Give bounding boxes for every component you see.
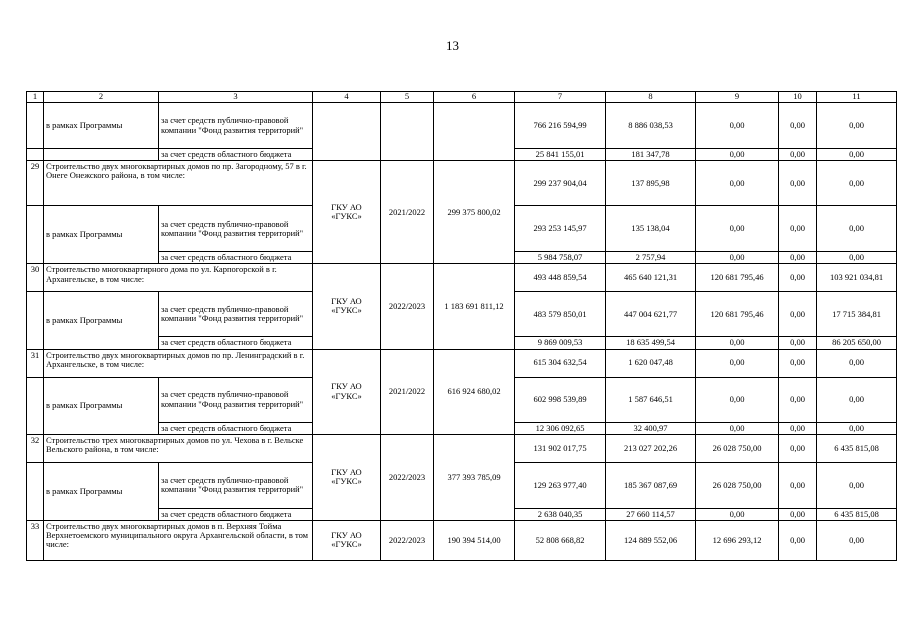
program-label: в рамках Программы <box>44 292 159 349</box>
period-cell: 2022/2023 <box>381 264 434 349</box>
amount-cell: 6 435 815,08 <box>817 508 897 520</box>
amount-cell: 0,00 <box>779 337 817 349</box>
col-header: 5 <box>381 92 434 103</box>
item-number <box>27 103 44 149</box>
amount-cell: 0,00 <box>817 206 897 252</box>
amount-cell: 0,00 <box>696 206 779 252</box>
customer-cell: ГКУ АО «ГУКС» <box>313 161 381 264</box>
amount-cell: 293 253 145,97 <box>515 206 606 252</box>
customer-cell: ГКУ АО «ГУКС» <box>313 520 381 560</box>
amount-cell: 0,00 <box>817 103 897 149</box>
amount-cell: 0,00 <box>779 149 817 161</box>
amount-cell: 185 367 087,69 <box>606 462 696 508</box>
period-cell: 2022/2023 <box>381 434 434 520</box>
period-cell: 2021/2022 <box>381 161 434 264</box>
amount-cell: 0,00 <box>779 508 817 520</box>
period-cell: 2021/2022 <box>381 349 434 434</box>
col-header: 11 <box>817 92 897 103</box>
amount-cell: 12 696 293,12 <box>696 520 779 560</box>
col-header: 3 <box>159 92 313 103</box>
cost-cell: 616 924 680,02 <box>434 349 515 434</box>
col-header: 1 <box>27 92 44 103</box>
col-header: 10 <box>779 92 817 103</box>
amount-cell: 1 620 047,48 <box>606 349 696 377</box>
fund-source-label: за счет средств публично-правовой компании "Фонд развития территорий" <box>159 103 313 149</box>
amount-cell: 0,00 <box>817 252 897 264</box>
customer-cell: ГКУ АО «ГУКС» <box>313 264 381 349</box>
customer-cell <box>313 103 381 161</box>
col-header: 4 <box>313 92 381 103</box>
amount-cell: 120 681 795,46 <box>696 264 779 292</box>
amount-cell: 0,00 <box>696 149 779 161</box>
amount-cell: 129 263 977,40 <box>515 462 606 508</box>
amount-cell: 17 715 384,81 <box>817 292 897 337</box>
item-number: 30 <box>27 264 44 292</box>
amount-cell: 0,00 <box>696 508 779 520</box>
amount-cell: 0,00 <box>696 349 779 377</box>
amount-cell: 9 869 009,53 <box>515 337 606 349</box>
amount-cell: 0,00 <box>817 161 897 206</box>
amount-cell: 299 237 904,04 <box>515 161 606 206</box>
amount-cell: 0,00 <box>779 422 817 434</box>
amount-cell: 0,00 <box>696 103 779 149</box>
regional-source-label: за счет средств областного бюджета <box>159 252 313 264</box>
amount-cell: 0,00 <box>779 520 817 560</box>
amount-cell: 0,00 <box>817 422 897 434</box>
amount-cell: 0,00 <box>817 520 897 560</box>
item-title: Строительство двух многоквартирных домов по пр. Загородному, 57 в г. Онеге Онежского района, в том числе: <box>44 161 313 206</box>
item-number: 31 <box>27 349 44 377</box>
amount-cell: 52 808 668,82 <box>515 520 606 560</box>
item-title: Строительство трех многоквартирных домов по ул. Чехова в г. Вельске Вельского района, в том числе: <box>44 434 313 462</box>
col-header: 2 <box>44 92 159 103</box>
amount-cell: 8 886 038,53 <box>606 103 696 149</box>
fund-source-label: за счет средств публично-правовой компании "Фонд развития территорий" <box>159 292 313 337</box>
item-title: Строительство двух многоквартирных домов по пр. Ленинградский в г. Архангельске, в том числе: <box>44 349 313 377</box>
regional-source-label: за счет средств областного бюджета <box>159 422 313 434</box>
cost-cell <box>434 103 515 161</box>
item-number: 33 <box>27 520 44 560</box>
cost-cell: 299 375 800,02 <box>434 161 515 264</box>
amount-cell: 0,00 <box>779 206 817 252</box>
program-label: в рамках Программы <box>44 462 159 520</box>
amount-cell: 137 895,98 <box>606 161 696 206</box>
amount-cell: 6 435 815,08 <box>817 434 897 462</box>
amount-cell: 124 889 552,06 <box>606 520 696 560</box>
page-number: 13 <box>446 38 459 53</box>
amount-cell: 493 448 859,54 <box>515 264 606 292</box>
amount-cell: 0,00 <box>817 349 897 377</box>
amount-cell: 0,00 <box>817 462 897 508</box>
amount-cell: 0,00 <box>696 377 779 422</box>
program-label: в рамках Программы <box>44 103 159 149</box>
amount-cell: 5 984 758,07 <box>515 252 606 264</box>
fund-source-label: за счет средств публично-правовой компании "Фонд развития территорий" <box>159 462 313 508</box>
amount-cell: 181 347,78 <box>606 149 696 161</box>
period-cell: 2022/2023 <box>381 520 434 560</box>
amount-cell: 0,00 <box>779 161 817 206</box>
amount-cell: 0,00 <box>696 337 779 349</box>
regional-source-label: за счет средств областного бюджета <box>159 337 313 349</box>
period-cell <box>381 103 434 161</box>
item-total-row <box>27 264 897 292</box>
amount-cell: 483 579 850,01 <box>515 292 606 337</box>
amount-cell: 465 640 121,31 <box>606 264 696 292</box>
amount-cell: 0,00 <box>696 252 779 264</box>
customer-cell: ГКУ АО «ГУКС» <box>313 349 381 434</box>
amount-cell: 0,00 <box>779 434 817 462</box>
amount-cell: 0,00 <box>779 377 817 422</box>
amount-cell: 25 841 155,01 <box>515 149 606 161</box>
amount-cell: 0,00 <box>696 422 779 434</box>
amount-cell: 0,00 <box>779 252 817 264</box>
amount-cell: 103 921 034,81 <box>817 264 897 292</box>
amount-cell: 2 638 040,35 <box>515 508 606 520</box>
amount-cell: 120 681 795,46 <box>696 292 779 337</box>
col-header: 6 <box>434 92 515 103</box>
amount-cell: 2 757,94 <box>606 252 696 264</box>
amount-cell: 766 216 594,99 <box>515 103 606 149</box>
amount-cell: 26 028 750,00 <box>696 462 779 508</box>
program-label: в рамках Программы <box>44 206 159 264</box>
amount-cell: 0,00 <box>779 462 817 508</box>
item-title: Строительство многоквартирного дома по ул. Карпогорской в г. Архангельске, в том числе: <box>44 264 313 292</box>
amount-cell: 0,00 <box>779 292 817 337</box>
amount-cell: 602 998 539,89 <box>515 377 606 422</box>
amount-cell: 447 004 621,77 <box>606 292 696 337</box>
col-header: 8 <box>606 92 696 103</box>
col-header: 9 <box>696 92 779 103</box>
amount-cell: 131 902 017,75 <box>515 434 606 462</box>
fund-source-label: за счет средств публично-правовой компании "Фонд развития территорий" <box>159 377 313 422</box>
program-label: в рамках Программы <box>44 377 159 434</box>
amount-cell: 0,00 <box>817 149 897 161</box>
amount-cell: 135 138,04 <box>606 206 696 252</box>
item-total-row <box>27 434 897 462</box>
amount-cell: 0,00 <box>696 161 779 206</box>
cost-cell: 377 393 785,09 <box>434 434 515 520</box>
amount-cell: 26 028 750,00 <box>696 434 779 462</box>
item-number: 32 <box>27 434 44 462</box>
amount-cell: 0,00 <box>779 264 817 292</box>
column-number-row <box>27 92 897 103</box>
amount-cell: 1 587 646,51 <box>606 377 696 422</box>
item-total-row <box>27 520 897 560</box>
table-row <box>27 103 897 149</box>
amount-cell: 615 304 632,54 <box>515 349 606 377</box>
cost-cell: 1 183 691 811,12 <box>434 264 515 349</box>
program-table <box>26 91 897 561</box>
customer-cell: ГКУ АО «ГУКС» <box>313 434 381 520</box>
amount-cell: 86 205 650,00 <box>817 337 897 349</box>
amount-cell: 18 635 499,54 <box>606 337 696 349</box>
regional-source-label: за счет средств областного бюджета <box>159 508 313 520</box>
amount-cell: 0,00 <box>817 377 897 422</box>
amount-cell: 0,00 <box>779 349 817 377</box>
regional-source-label: за счет средств областного бюджета <box>159 149 313 161</box>
amount-cell: 27 660 114,57 <box>606 508 696 520</box>
cost-cell: 190 394 514,00 <box>434 520 515 560</box>
amount-cell: 213 027 202,26 <box>606 434 696 462</box>
amount-cell: 32 400,97 <box>606 422 696 434</box>
col-header: 7 <box>515 92 606 103</box>
amount-cell: 0,00 <box>779 103 817 149</box>
item-total-row <box>27 161 897 206</box>
item-title: Строительство двух многоквартирных домов в п. Верхняя Тойма Верхнетоемского муниципального округа Архангельской области, в том числе: <box>44 520 313 560</box>
fund-source-label: за счет средств публично-правовой компании "Фонд развития территорий" <box>159 206 313 252</box>
item-number: 29 <box>27 161 44 206</box>
item-total-row <box>27 349 897 377</box>
amount-cell: 12 306 092,65 <box>515 422 606 434</box>
